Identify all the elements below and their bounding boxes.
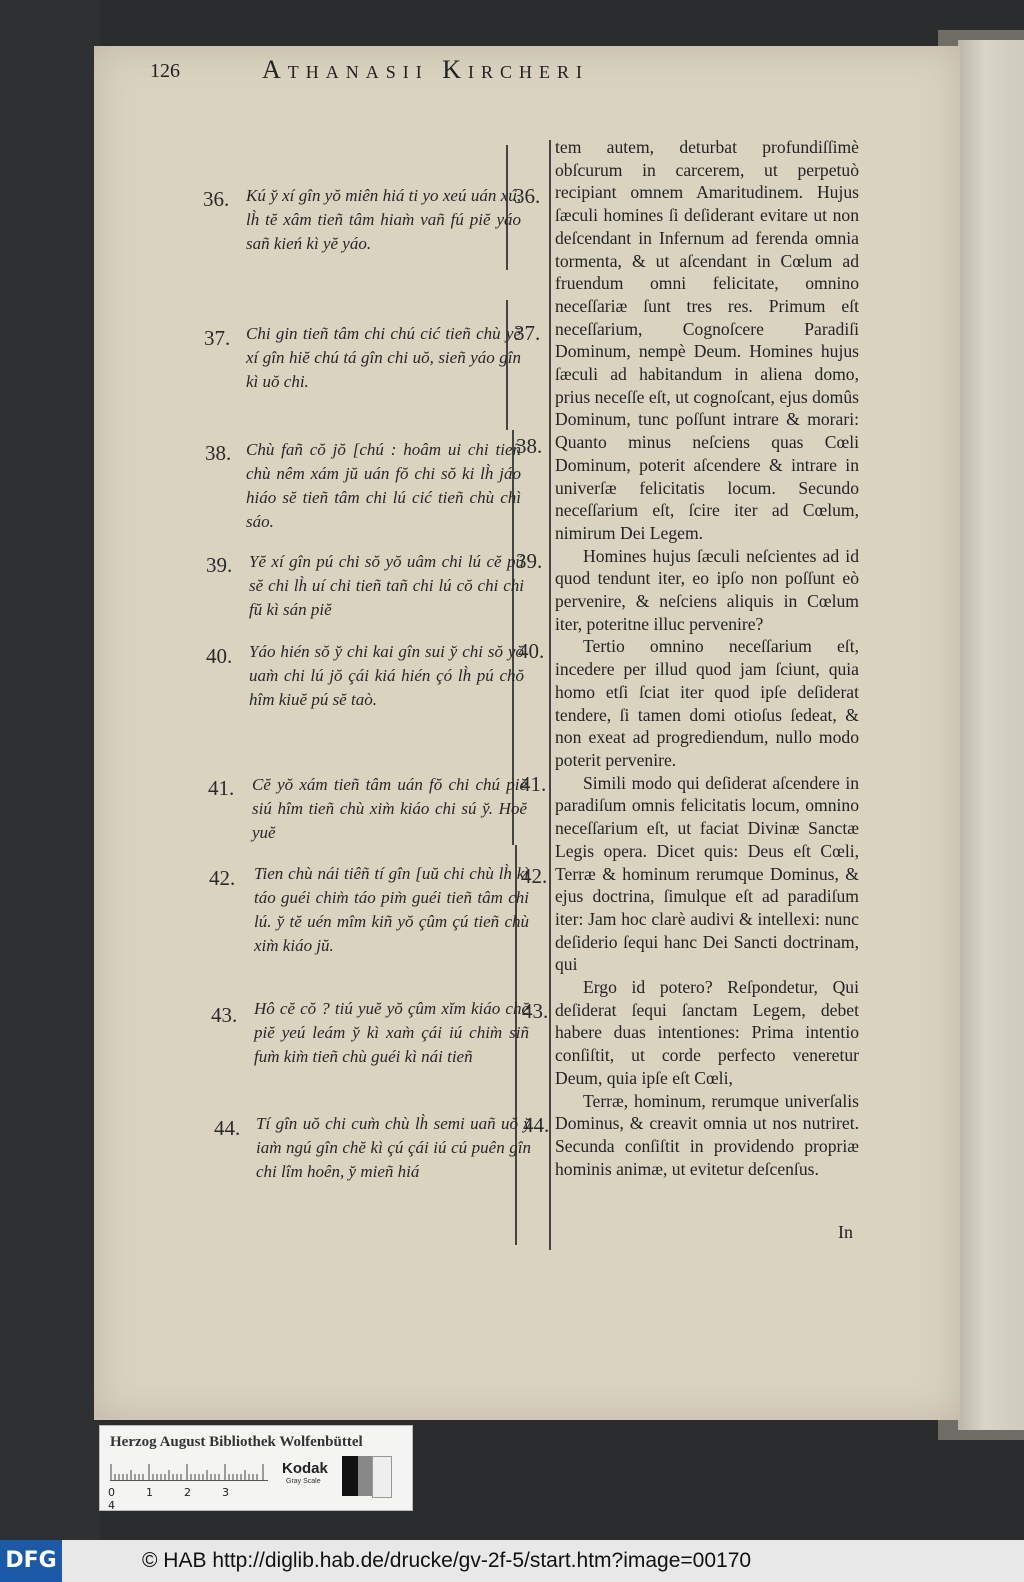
running-title: Athanasii Kircheri bbox=[262, 55, 590, 84]
chinese-entry: Tí gîn uŏ chi cum̀ chù lh̀ semi uañ uŏ y̆ iam̀ ngú gîn chĕ kì çú çái iú cú puên gîn chi lîm hoên, y̆ mieñ hiá bbox=[256, 1114, 531, 1181]
entry-number: 36. bbox=[203, 187, 230, 211]
column-rule bbox=[549, 140, 551, 1250]
chinese-entry: Kú y̆ xí gîn yŏ miên hiá ti yo xeú uán xú, lh̀ tĕ xâm tieñ tâm hiam̀ vañ fú piĕ yáo sañ kień kì yĕ yáo. bbox=[246, 186, 521, 253]
chinese-entry: Tien chù nái tiêñ tí gîn [uŭ chi chù lh̀ kì táo guéi chim̀ táo pim̀ guéi tieñ tâm chi lú. y̆ tĕ uén mîm kiñ yŏ çûm çú tieñ chù xim̀ kiáo jŭ. bbox=[254, 864, 529, 955]
gray-patch-black bbox=[342, 1456, 358, 1496]
ruler-number: 0 bbox=[108, 1486, 115, 1499]
dfg-logo: DFG bbox=[0, 1540, 62, 1582]
ruler-numbers bbox=[108, 1486, 278, 1512]
latin-paragraph: Tertio omnino neceſſarium eſt, incedere per illud quod jam ſciunt, quia homo etſi ſciat iter quod ipſe deſiderat tendere, ſi tamen domi otioſus ſedeat, & non exeat ad progrediendum, nullo modo poterit pervenire. bbox=[555, 636, 859, 770]
latin-paragraph: Ergo id potero? Reſpondetur, Qui deſiderat ſequi ſanctam Legem, debet habere duas intentiones: Prima intentio conſiſtit, ut corde perfecto veneretur Deum, quia ipſe eſt Cœli, bbox=[555, 977, 859, 1088]
entry-number: 38. bbox=[205, 441, 232, 465]
kodak-logo: Kodak bbox=[282, 1460, 328, 1477]
entry-number: 44. bbox=[214, 1116, 241, 1140]
ruler-scale bbox=[110, 1460, 268, 1481]
entry-number: 42. bbox=[209, 866, 236, 890]
latin-paragraph: tem autem, deturbat profundiſſimè obſcurum in carcerem, ut perpetuò recipiant omnem Amaritudinem. Hujus ſæculi homines ſi deſiderant evitare ut non deſcendant in Infernum ad ferenda omnia tormenta, & ut aſcendant in Cœlum ad fruendum omni felicitate, omnino neceſſariæ ſunt tres res. Primum eſt neceſſarium, Cognoſcere Paradiſi Dominum, nempè Deum. Homines hujus ſæculi ad habitandum in aliena domo, prius neceſſe eſt, ut cognoſcant, ejus domûs Dominum, tunc poſſunt intrare & morari: Quanto minus neſciens quas Cœli Dominum, poterit aſcendere & intrare in univerſæ felicitatis locum. Secundo neceſſarium eſt, ſcire iter ad Cœlum, nimirum Dei Legem. bbox=[555, 137, 859, 543]
copyright-link[interactable]: © HAB http://diglib.hab.de/drucke/gv-2f-5/start.htm?image=00170 bbox=[142, 1549, 752, 1572]
latin-paragraph: Homines hujus ſæculi neſcientes ad id quod tendunt iter, eo ipſo non poſſunt eò pervenire, & neſciens aliquis in Cœlum iter, poteritne illuc pervenire? bbox=[555, 545, 859, 634]
latin-paragraph: Simili modo qui deſiderat aſcendere in paradiſum omnis felicitatis locum, omnino neceſſarium eſt, ut faciat Divinæ Sanctæ Legis opera. Dicet quis: Deus eſt Cœli, Terræ & hominum rerumque Dominus, & ejus doctrina, ſimulque eſt ad paradiſum iter: Jam hoc clarè audivi & intellexi: nunc deſiderio ſequi hanc Dei Sancti doctrinam, qui bbox=[555, 772, 859, 975]
latin-number: 44. bbox=[523, 1113, 550, 1137]
entry-number: 37. bbox=[204, 326, 231, 350]
latin-paragraph: Terræ, hominum, rerumque univerſalis Dominus, & creavit omnia ut nos nutriret. Secunda conſiſtit in providendo propriæ hominis animæ, ut evitetur deſcenſus. bbox=[555, 1090, 859, 1179]
gray-patch-white bbox=[372, 1456, 392, 1498]
chinese-entry: Chi gin tieñ tâm chi chú cić tieñ chù yĕ xí gîn hiĕ chú tá gîn chi uŏ, sieñ yáo gîn kì uŏ chi. bbox=[246, 324, 521, 391]
kodak-subtitle: Gray Scale bbox=[286, 1478, 321, 1485]
chinese-entry: Hô cĕ cŏ ? tiú yuĕ yŏ çûm xĭm kiáo chĕ piĕ yeú leám y̆ kì xam̀ çái iú chim̀ siñ fum̀ kim̀ tieñ chù guéi kì nái tieñ bbox=[254, 999, 529, 1066]
catchword: In bbox=[838, 1222, 853, 1242]
chinese-entry: Yáo hién sŏ y̆ chi kai gîn sui y̆ chi sŏ yŏ uam̀ chi lú jŏ çái kiá hién çó lh̀ pú chŏ hîm kiuĕ pú sĕ taò. bbox=[249, 642, 524, 709]
latin-number: 38. bbox=[516, 434, 543, 458]
ruler-number: 4 bbox=[108, 1499, 115, 1512]
page-number: 126 bbox=[150, 60, 180, 82]
ruler-number: 1 bbox=[146, 1486, 153, 1499]
latin-number: 43. bbox=[522, 999, 549, 1023]
chinese-entry: Chù fañ cŏ jŏ [chú : hoâm ui chi tieñ chù nêm xám jŭ uán fŏ chi sŏ ki lh̀ jáo hiáo sĕ tieñ tâm chi lú cić tieñ chù chì sáo. bbox=[246, 440, 521, 531]
latin-number: 40. bbox=[518, 639, 545, 663]
chinese-entry: Cĕ yŏ xám tieñ tâm uán fŏ chi chú piĕ siú hîm tieñ chù xim̀ kiáo chi sú y̆. Hoĕ yuĕ bbox=[252, 775, 527, 842]
chinese-entry: Yĕ xí gîn pú chi sŏ yŏ uâm chi lú cĕ pú sĕ chi lh̀ uí chi tieñ tañ chi lú cŏ chi chi fŭ kì sán piĕ bbox=[249, 552, 524, 619]
entry-number: 39. bbox=[206, 553, 233, 577]
library-name: Herzog August Bibliothek Wolfenbüttel bbox=[110, 1434, 363, 1450]
ruler-number: 3 bbox=[222, 1486, 229, 1499]
latin-number: 41. bbox=[520, 772, 547, 796]
latin-text bbox=[555, 136, 859, 1180]
entry-number: 40. bbox=[206, 644, 233, 668]
next-page-edge bbox=[958, 40, 1024, 1430]
gray-patch-mid bbox=[358, 1456, 372, 1496]
entry-number: 41. bbox=[208, 776, 235, 800]
latin-number: 36. bbox=[514, 184, 541, 208]
background-left bbox=[0, 0, 100, 1540]
entry-number: 43. bbox=[211, 1003, 238, 1027]
latin-number: 37. bbox=[514, 321, 541, 345]
ruler-number: 2 bbox=[184, 1486, 191, 1499]
latin-number: 42. bbox=[521, 864, 548, 888]
latin-number: 39. bbox=[516, 549, 543, 573]
library-label bbox=[99, 1425, 413, 1511]
